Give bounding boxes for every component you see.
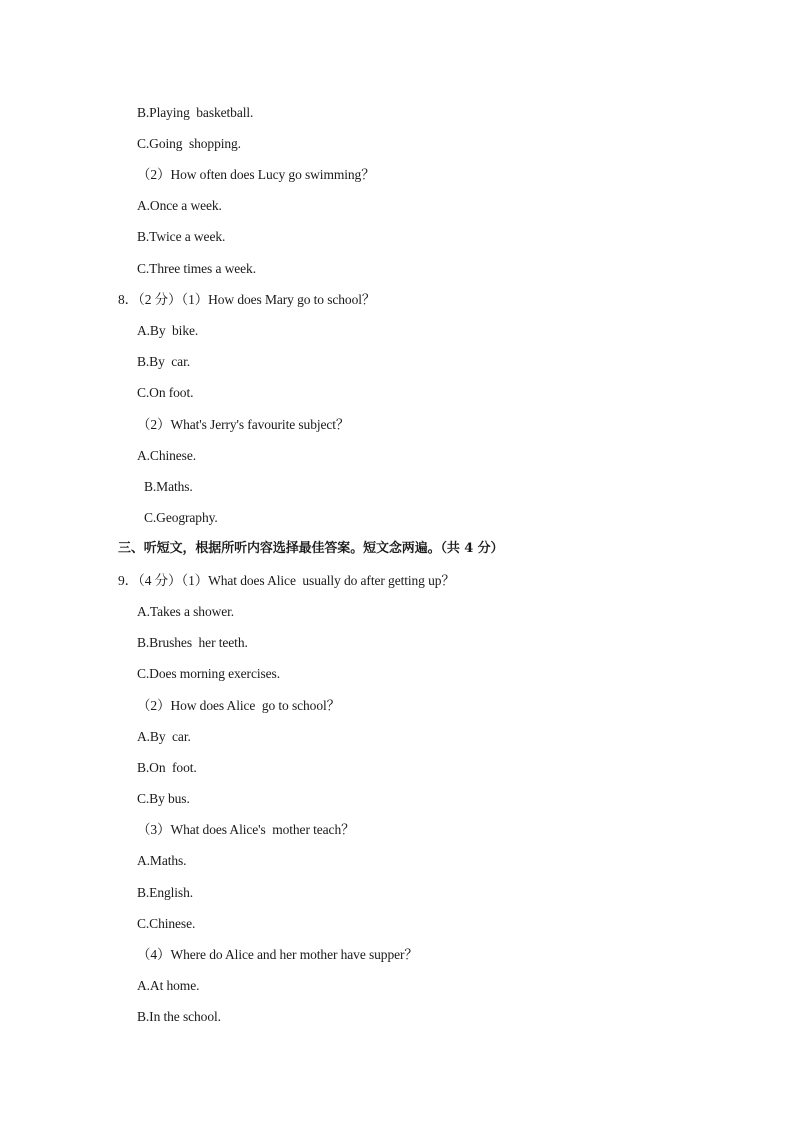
question-9-4: （4）Where do Alice and her mother have supper？ [137, 947, 418, 962]
option-7-2-c: C.Three times a week. [137, 261, 256, 276]
option-9-2-b: B.On foot. [137, 760, 197, 775]
option-7-2-b: B.Twice a week. [137, 229, 226, 244]
question-9-2: （2）How does Alice go to school？ [137, 698, 341, 713]
option-8-1-c: C.On foot. [137, 385, 194, 400]
option-7-1-b: B.Playing basketball. [137, 105, 254, 120]
option-9-4-a: A.At home. [137, 978, 200, 993]
option-9-4-b: B.In the school. [137, 1009, 221, 1024]
option-7-2-a: A.Once a week. [137, 198, 222, 213]
option-8-1-a: A.By bike. [137, 323, 199, 338]
option-9-2-c: C.By bus. [137, 791, 190, 806]
option-9-2-a: A.By car. [137, 729, 191, 744]
option-7-1-c: C.Going shopping. [137, 136, 241, 151]
question-9-1: 9．（4 分）（1）What does Alice usually do after getting up？ [118, 573, 455, 588]
question-8-1: 8．（2 分）（1）How does Mary go to school？ [118, 292, 376, 307]
option-8-2-a: A.Chinese. [137, 448, 196, 463]
option-8-1-b: B.By car. [137, 354, 190, 369]
question-9-3: （3）What does Alice's mother teach？ [137, 822, 355, 837]
option-9-1-c: C.Does morning exercises. [137, 666, 280, 681]
option-9-3-a: A.Maths. [137, 853, 187, 868]
section-3-heading: 三、听短文，根据所听内容选择最佳答案。短文念两遍。（共 4 分） [118, 541, 504, 556]
question-7-2: （2）How often does Lucy go swimming？ [137, 167, 375, 182]
option-8-2-c: C.Geography. [144, 510, 218, 525]
option-9-3-b: B.English. [137, 885, 194, 900]
question-8-2: （2）What's Jerry's favourite subject？ [137, 417, 350, 432]
option-9-1-a: A.Takes a shower. [137, 604, 235, 619]
option-8-2-b: B.Maths. [144, 479, 193, 494]
option-9-1-b: B.Brushes her teeth. [137, 635, 248, 650]
option-9-3-c: C.Chinese. [137, 916, 196, 931]
